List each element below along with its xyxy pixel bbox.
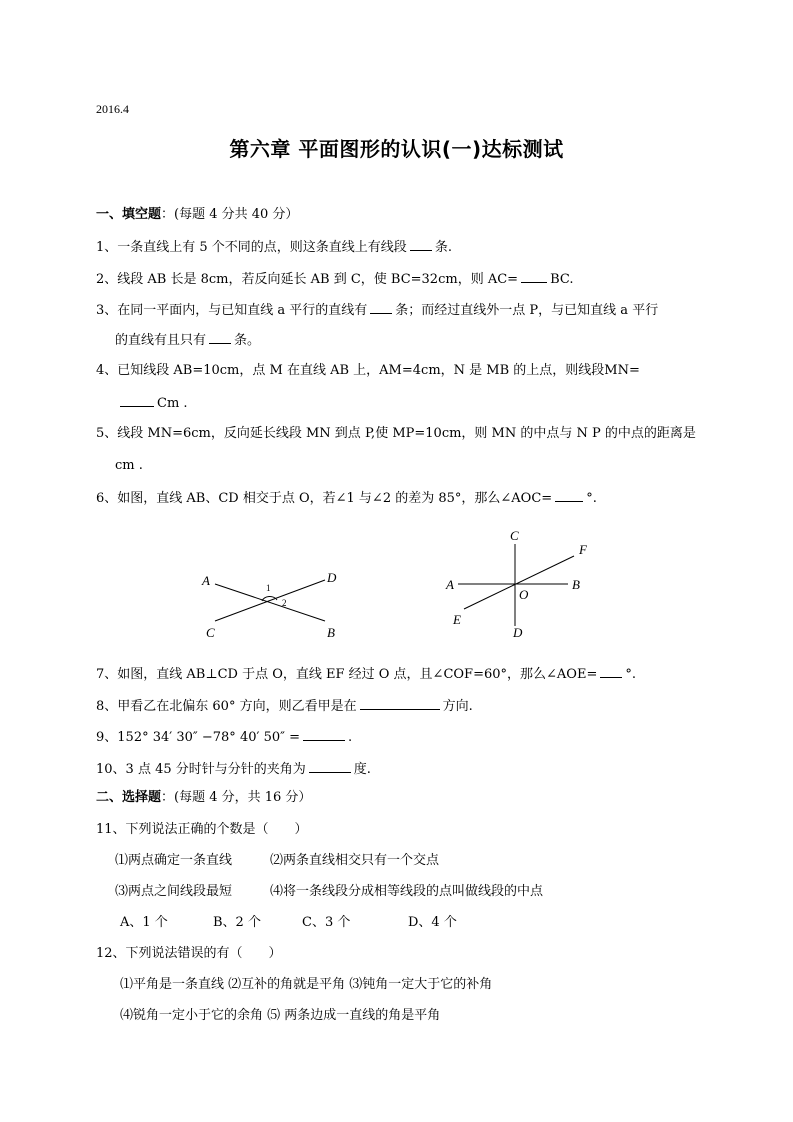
q1-post: 条. <box>434 240 452 255</box>
q2-post: BC. <box>550 272 574 287</box>
q11-option-b[interactable]: B、2 个 <box>213 915 261 930</box>
q9-text: 9、152° 34′ 30″ −78° 40′ 50″ = <box>96 730 300 745</box>
date-label: 2016.4 <box>96 102 129 116</box>
q5-text: 5、线段 MN=6cm，反向延长线段 MN 到点 P,使 MP=10cm，则 MN 的中点与 N P 的中点的距离是 <box>96 426 696 441</box>
question-9 <box>96 728 352 746</box>
q8-blank[interactable] <box>360 697 440 710</box>
q11-statement-4: ⑷将一条线段分成相等线段的点叫做线段的中点 <box>270 884 544 899</box>
figure1-angle-2: 2 <box>282 598 287 608</box>
figure1-label-b: B <box>327 625 335 640</box>
q12-stem: 12、下列说法错误的有（ ） <box>96 946 282 961</box>
q4-text: 4、已知线段 AB=10cm，点 M 在直线 AB 上，AM=4cm，N 是 MB 的上点，则线段MN= <box>96 363 640 378</box>
q7-post: °. <box>625 667 636 682</box>
section2-heading-row <box>96 790 311 806</box>
figure2-label-c: C <box>510 528 519 543</box>
question-10 <box>96 760 371 778</box>
figure1-angle-1: 1 <box>266 583 271 593</box>
q11-statement-1: ⑴两点确定一条直线 <box>115 853 233 868</box>
figure2-label-e: E <box>453 612 461 627</box>
q7-text: 7、如图，直线 AB⊥CD 于点 O，直线 EF 经过 O 点，且∠COF=60°，那么∠AOE= <box>96 667 598 682</box>
q9-blank[interactable] <box>303 728 345 741</box>
question-11 <box>96 822 308 838</box>
question-8 <box>96 697 473 715</box>
section2-heading: 二、选择题 <box>96 790 162 805</box>
q11-option-c[interactable]: C、3 个 <box>302 915 351 930</box>
figure2-label-b: B <box>572 577 580 592</box>
q8-post: 方向. <box>442 699 473 714</box>
q2-text: 2、线段 AB 长是 8cm，若反向延长 AB 到 C，使 BC=32cm，则 AC= <box>96 272 519 287</box>
q8-text: 8、甲看乙在北偏东 60° 方向，则乙看甲是在 <box>96 699 357 714</box>
q11-stem: 11、下列说法正确的个数是（ ） <box>96 822 308 837</box>
section2-note: ：(每题 4 分，共 16 分） <box>161 790 312 805</box>
figure1-label-c: C <box>206 625 215 640</box>
q12-statements-line1: ⑴平角是一条直线 ⑵互补的角就是平角 ⑶钝角一定大于它的补角 <box>120 977 493 992</box>
q11-option-a[interactable]: A、1 个 <box>120 915 168 930</box>
q10-blank[interactable] <box>309 760 351 773</box>
q10-post: 度. <box>353 762 371 777</box>
page-title: 第六章 平面图形的认识(一)达标测试 <box>229 137 564 161</box>
q1-text: 1、一条直线上有 5 个不同的点，则这条直线上有线段 <box>96 240 407 255</box>
q10-text: 10、3 点 45 分时针与分针的夹角为 <box>96 762 306 777</box>
figure1-label-d: D <box>327 570 337 585</box>
section1-note: ：(每题 4 分共 40 分） <box>161 207 299 222</box>
section1-heading: 一、填空题 <box>96 207 162 222</box>
figure2-label-a: A <box>446 577 454 592</box>
q3-mid: 条；而经过直线外一点 P，与已知直线 a 平行 <box>395 303 659 318</box>
q11-statement-2: ⑵两条直线相交只有一个交点 <box>270 853 440 868</box>
q7-blank[interactable] <box>600 665 622 678</box>
figure1-label-a: A <box>202 573 210 588</box>
q6-post: °. <box>586 491 597 506</box>
q3-text: 3、在同一平面内，与已知直线 a 平行的直线有 <box>96 303 368 318</box>
q11-option-d[interactable]: D、4 个 <box>408 915 457 930</box>
q4-post: Cm . <box>157 396 188 411</box>
question-12 <box>96 946 282 962</box>
q11-statement-3: ⑶两点之间线段最短 <box>115 884 233 899</box>
q3-line2-text: 的直线有且只有 <box>115 333 207 348</box>
figure2-label-f: F <box>579 542 587 557</box>
q5-line2: cm . <box>115 458 143 473</box>
q3-line2-post: 条。 <box>234 333 261 348</box>
figure2-label-d: D <box>513 625 523 640</box>
q12-statements-line2: ⑷锐角一定小于它的余角 ⑸ 两条边成一直线的角是平角 <box>120 1008 441 1023</box>
q6-text: 6、如图，直线 AB、CD 相交于点 O，若∠1 与∠2 的差为 85°，那么∠AOC= <box>96 491 553 506</box>
question-7 <box>96 665 636 683</box>
q9-post: . <box>348 730 353 745</box>
figure2-label-o: O <box>519 587 529 602</box>
